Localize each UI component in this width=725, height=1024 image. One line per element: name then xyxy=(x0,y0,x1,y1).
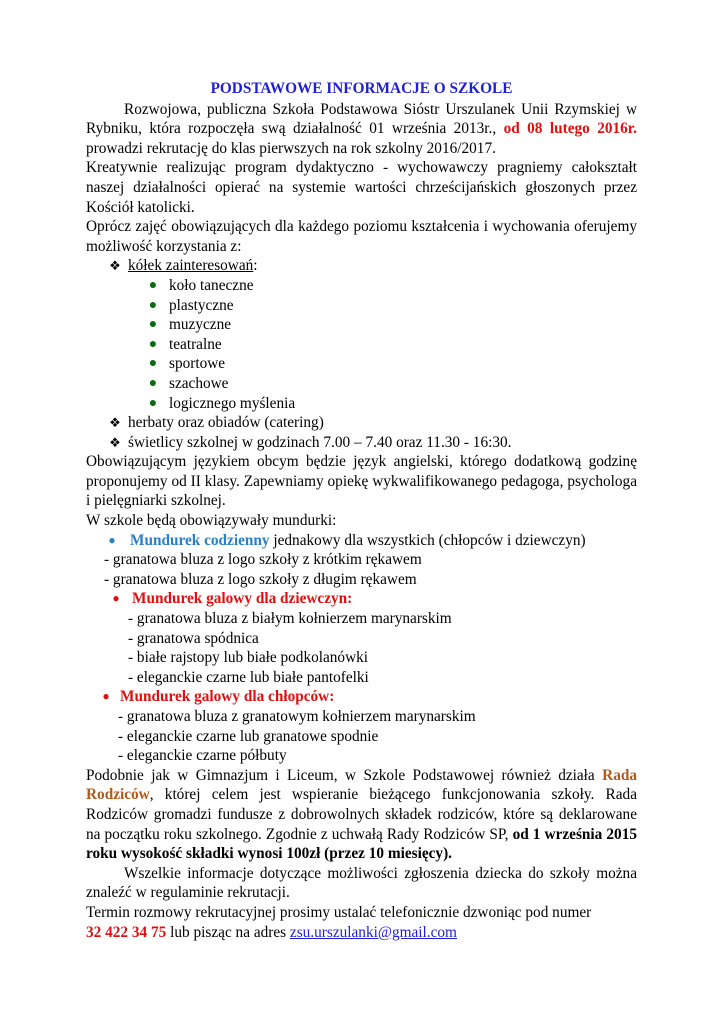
list-item: - granatowa spódnica xyxy=(128,629,259,647)
contact-line: Termin rozmowy rekrutacyjnej prosimy ustalać telefonicznie dzwoniąc pod numer xyxy=(86,903,592,921)
club-name: szachowe xyxy=(169,374,229,392)
offer-item xyxy=(86,433,637,453)
list-item: - granatowa bluza z logo szkoły z krótkim rękawem xyxy=(104,551,422,569)
intro-text: Rozwojowa, publiczna Szkoła Podstawowa Sióstr Urszulanek Unii Rzymskiej w Rybniku, która rozpoczęła swą działalność 01 września 2013r., xyxy=(86,100,637,138)
clubs-label: kółek zainteresowań xyxy=(128,257,254,275)
daily-uniform-label: Mundurek codzienny xyxy=(130,531,270,549)
list-item xyxy=(86,354,637,374)
email-link[interactable]: zsu.urszulanki@gmail.com xyxy=(289,923,457,941)
list-item: - eleganckie czarne lub białe pantofelki xyxy=(128,668,369,686)
activities-intro: Oprócz zajęć obowiązujących dla każdego poziomu kształcenia i wychowania oferujemy możliwość korzystania z: xyxy=(86,218,637,255)
disc-bullet-icon: ● xyxy=(148,277,158,293)
list-item xyxy=(86,276,637,296)
boys-uniform-heading xyxy=(100,687,637,707)
disc-bullet-icon: ● xyxy=(148,317,158,333)
daily-uniform-heading xyxy=(106,531,637,551)
disc-bullet-icon: ● xyxy=(148,375,158,391)
club-name: sportowe xyxy=(169,355,226,373)
offer-item xyxy=(86,413,637,433)
disc-bullet-icon: ● xyxy=(148,297,158,313)
page-title: PODSTAWOWE INFORMACJE O SZKOLE xyxy=(210,80,513,97)
clubs-list xyxy=(86,276,637,413)
list-item: - białe rajstopy lub białe podkolanówki xyxy=(128,649,369,667)
clubs-label-wrap xyxy=(128,256,258,276)
list-item xyxy=(86,335,637,355)
program-paragraph: Kreatywnie realizując program dydaktyczno - wychowawczy pragniemy całokształt naszej działalności opierać na systemie wartości chrześcijańskich głoszonych przez Kościół katolicki. xyxy=(86,159,637,216)
offer-text: herbaty oraz obiadów (catering) xyxy=(128,414,324,432)
council-text-cont: , której celem jest wspieranie bieżącego funkcjonowania szkoły. Rada Rodziców gromadzi fundusze z dobrowolnych składek rodziców, które są deklarowane na początku roku szkolnego. Zgodnie z uchwałą Rady Rodziców SP, xyxy=(86,786,637,843)
girls-uniform-heading xyxy=(110,589,637,609)
girls-uniform-list xyxy=(128,609,637,687)
club-name: plastyczne xyxy=(169,296,234,314)
list-item: - eleganckie czarne lub granatowe spodnie xyxy=(118,727,379,745)
intro-text-end: prowadzi rekrutację do klas pierwszych na rok szkolny 2016/2017. xyxy=(86,139,496,157)
list-item: - granatowa bluza z logo szkoły z długim rękawem xyxy=(104,570,417,588)
disc-bullet-icon: ● xyxy=(112,591,120,606)
disc-bullet-icon: ● xyxy=(102,689,110,704)
regulations-paragraph: Wszelkie informacje dotyczące możliwości zgłoszenia dziecka do szkoły można znaleźć w regulaminie rekrutacji. xyxy=(86,864,637,902)
council-paragraph xyxy=(86,766,637,864)
council-text: Podobnie jak w Gimnazjum i Liceum, w Szkole Podstawowej również działa xyxy=(86,766,603,784)
daily-uniform-desc: jednakowy dla wszystkich (chłopców i dziewczyn) xyxy=(269,531,586,549)
clubs-item xyxy=(86,256,637,276)
club-name: muzyczne xyxy=(169,316,232,334)
boys-uniform-list xyxy=(118,707,637,766)
council-fee: od 1 września 2015 roku wysokość składki wynosi 100zł (przez 10 miesięcy). xyxy=(86,825,637,863)
club-name: logicznego myślenia xyxy=(169,394,296,412)
daily-uniform-line xyxy=(130,531,586,551)
disc-bullet-icon: ● xyxy=(148,336,158,352)
list-item: - granatowa bluza z białym kołnierzem marynarskim xyxy=(128,610,452,628)
list-item xyxy=(86,296,637,316)
list-item xyxy=(86,315,637,335)
start-date: od 08 lutego 2016r. xyxy=(503,120,637,138)
disc-bullet-icon: ● xyxy=(108,532,116,547)
council-name: Rada Rodziców xyxy=(86,766,637,804)
contact-details xyxy=(86,923,637,943)
phone-number: 32 422 34 75 xyxy=(86,923,167,941)
club-name: teatralne xyxy=(169,335,222,353)
girls-uniform-label: Mundurek galowy dla dziewczyn: xyxy=(132,590,353,608)
daily-uniform-list xyxy=(104,550,637,589)
intro-paragraph xyxy=(86,100,637,159)
contact-middle: lub pisząc na adres xyxy=(166,923,290,941)
diamond-bullet-icon: ❖ xyxy=(109,434,121,450)
boys-uniform-label: Mundurek galowy dla chłopców: xyxy=(120,688,335,706)
club-name: koło taneczne xyxy=(169,276,254,294)
list-item: - eleganckie czarne półbuty xyxy=(118,747,287,765)
diamond-bullet-icon: ❖ xyxy=(109,415,121,431)
list-item: - granatowa bluza z granatowym kołnierzem marynarskim xyxy=(118,708,476,725)
offer-text: świetlicy szkolnej w godzinach 7.00 – 7.40 oraz 11.30 - 16:30. xyxy=(128,433,512,451)
uniforms-intro: W szkole będą obowiązywały mundurki: xyxy=(86,512,337,530)
clubs-colon: : xyxy=(253,257,258,275)
language-paragraph: Obowiązującym językiem obcym będzie język angielski, którego dodatkową godzinę proponujemy od II klasy. Zapewniamy opiekę wykwalifikowanego pedagoga, psychologa i pielęgniarki szkolnej. xyxy=(86,453,637,510)
list-item xyxy=(86,394,637,414)
disc-bullet-icon: ● xyxy=(148,356,158,372)
list-item xyxy=(86,374,637,394)
diamond-bullet-icon: ❖ xyxy=(109,258,121,274)
disc-bullet-icon: ● xyxy=(148,395,158,411)
